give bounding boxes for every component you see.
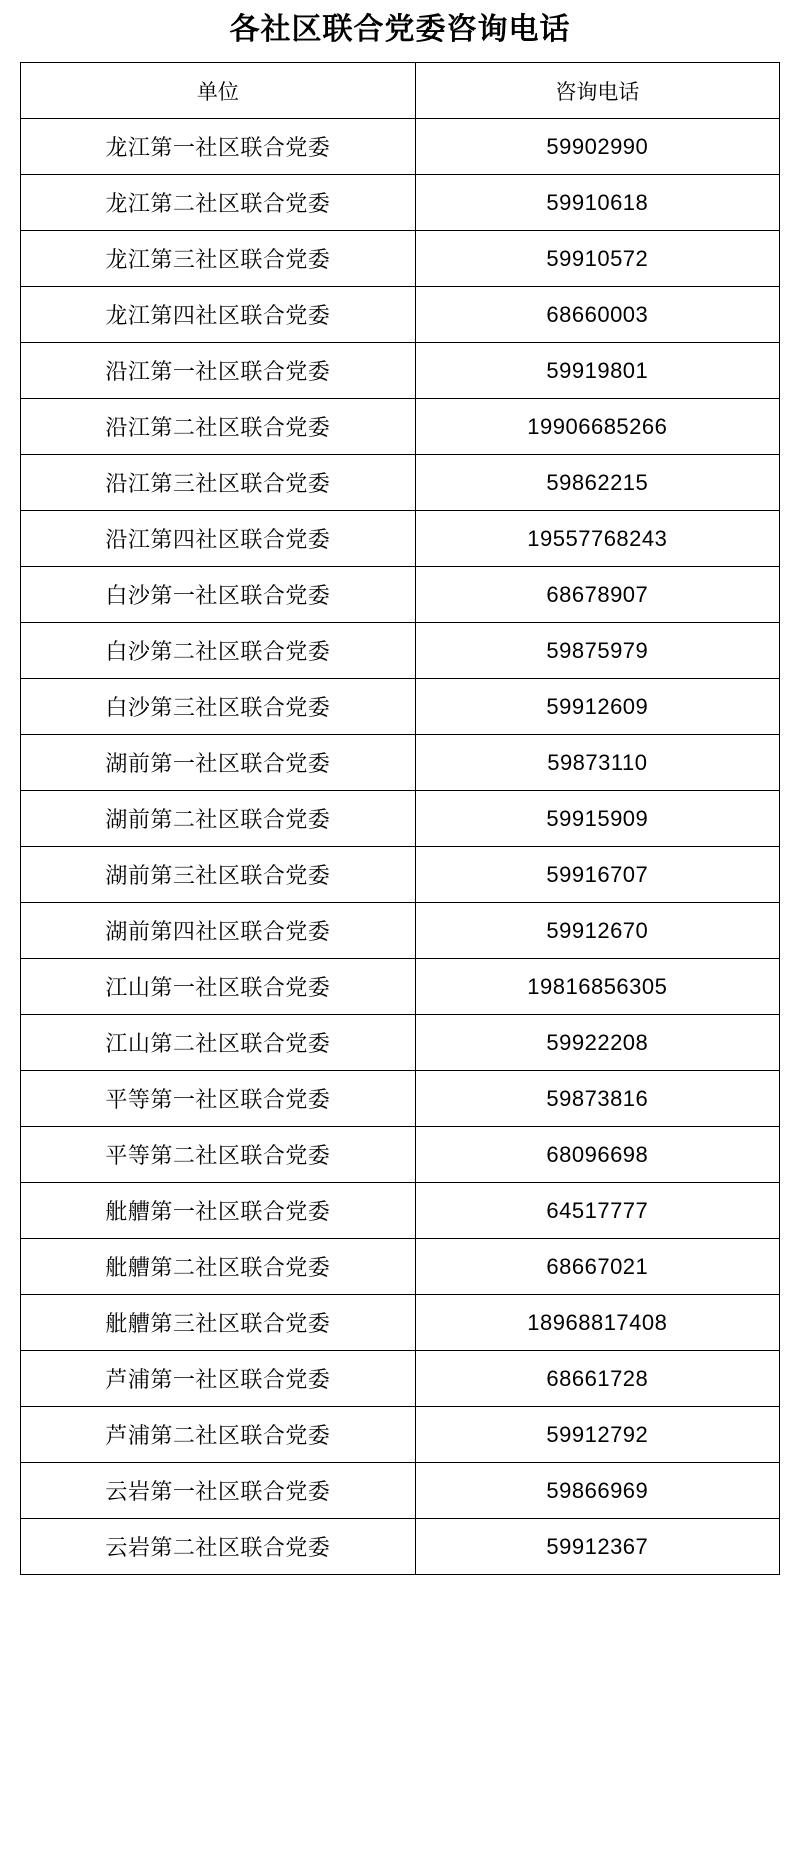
cell-phone: 59875979 [415,623,779,679]
cell-unit: 云岩第一社区联合党委 [21,1463,416,1519]
table-row [21,847,780,903]
table-row [21,679,780,735]
cell-unit: 平等第二社区联合党委 [21,1127,416,1183]
cell-phone: 59912609 [415,679,779,735]
cell-unit: 江山第二社区联合党委 [21,1015,416,1071]
table-row [21,959,780,1015]
cell-phone: 68678907 [415,567,779,623]
cell-phone: 59902990 [415,119,779,175]
cell-phone: 59910618 [415,175,779,231]
cell-unit: 湖前第二社区联合党委 [21,791,416,847]
table-container [0,62,800,1595]
table-row [21,511,780,567]
table-row [21,1015,780,1071]
cell-phone: 68096698 [415,1127,779,1183]
table-row [21,1407,780,1463]
table-row [21,399,780,455]
cell-phone: 59862215 [415,455,779,511]
cell-unit: 白沙第三社区联合党委 [21,679,416,735]
table-row [21,1295,780,1351]
cell-unit: 舭艚第一社区联合党委 [21,1183,416,1239]
cell-unit: 龙江第四社区联合党委 [21,287,416,343]
table-header [21,63,780,119]
cell-phone: 59919801 [415,343,779,399]
page-title: 各社区联合党委咨询电话 [229,13,571,46]
table-body [21,119,780,1575]
table-row [21,567,780,623]
table-row [21,791,780,847]
cell-unit: 龙江第一社区联合党委 [21,119,416,175]
cell-unit: 芦浦第一社区联合党委 [21,1351,416,1407]
cell-unit: 龙江第二社区联合党委 [21,175,416,231]
cell-phone: 19906685266 [415,399,779,455]
table-row [21,1463,780,1519]
table-row [21,175,780,231]
table-row [21,903,780,959]
cell-phone: 59912792 [415,1407,779,1463]
cell-unit: 芦浦第二社区联合党委 [21,1407,416,1463]
table-row [21,287,780,343]
cell-unit: 江山第一社区联合党委 [21,959,416,1015]
cell-unit: 沿江第四社区联合党委 [21,511,416,567]
cell-phone: 59915909 [415,791,779,847]
table-row [21,735,780,791]
cell-unit: 龙江第三社区联合党委 [21,231,416,287]
cell-phone: 59910572 [415,231,779,287]
cell-unit: 沿江第一社区联合党委 [21,343,416,399]
cell-phone: 59873110 [415,735,779,791]
cell-phone: 59916707 [415,847,779,903]
column-header-phone: 咨询电话 [415,63,779,119]
table-header-row [21,63,780,119]
community-party-committee-phone-table [20,62,780,1575]
cell-phone: 68667021 [415,1239,779,1295]
cell-phone: 59922208 [415,1015,779,1071]
table-row [21,1351,780,1407]
cell-unit: 沿江第三社区联合党委 [21,455,416,511]
cell-unit: 舭艚第二社区联合党委 [21,1239,416,1295]
table-row [21,1183,780,1239]
cell-unit: 平等第一社区联合党委 [21,1071,416,1127]
cell-phone: 19557768243 [415,511,779,567]
cell-unit: 白沙第一社区联合党委 [21,567,416,623]
cell-phone: 59866969 [415,1463,779,1519]
table-row [21,1127,780,1183]
cell-phone: 68660003 [415,287,779,343]
table-row [21,1519,780,1575]
table-row [21,1239,780,1295]
cell-unit: 沿江第二社区联合党委 [21,399,416,455]
cell-unit: 湖前第一社区联合党委 [21,735,416,791]
table-row [21,623,780,679]
cell-phone: 18968817408 [415,1295,779,1351]
table-row [21,231,780,287]
table-row [21,455,780,511]
table-row [21,119,780,175]
cell-unit: 湖前第四社区联合党委 [21,903,416,959]
cell-phone: 19816856305 [415,959,779,1015]
cell-phone: 59912367 [415,1519,779,1575]
cell-unit: 白沙第二社区联合党委 [21,623,416,679]
cell-unit: 湖前第三社区联合党委 [21,847,416,903]
cell-phone: 59912670 [415,903,779,959]
column-header-unit: 单位 [21,63,416,119]
cell-phone: 68661728 [415,1351,779,1407]
cell-unit: 云岩第二社区联合党委 [21,1519,416,1575]
cell-unit: 舭艚第三社区联合党委 [21,1295,416,1351]
cell-phone: 64517777 [415,1183,779,1239]
cell-phone: 59873816 [415,1071,779,1127]
table-row [21,343,780,399]
table-row [21,1071,780,1127]
